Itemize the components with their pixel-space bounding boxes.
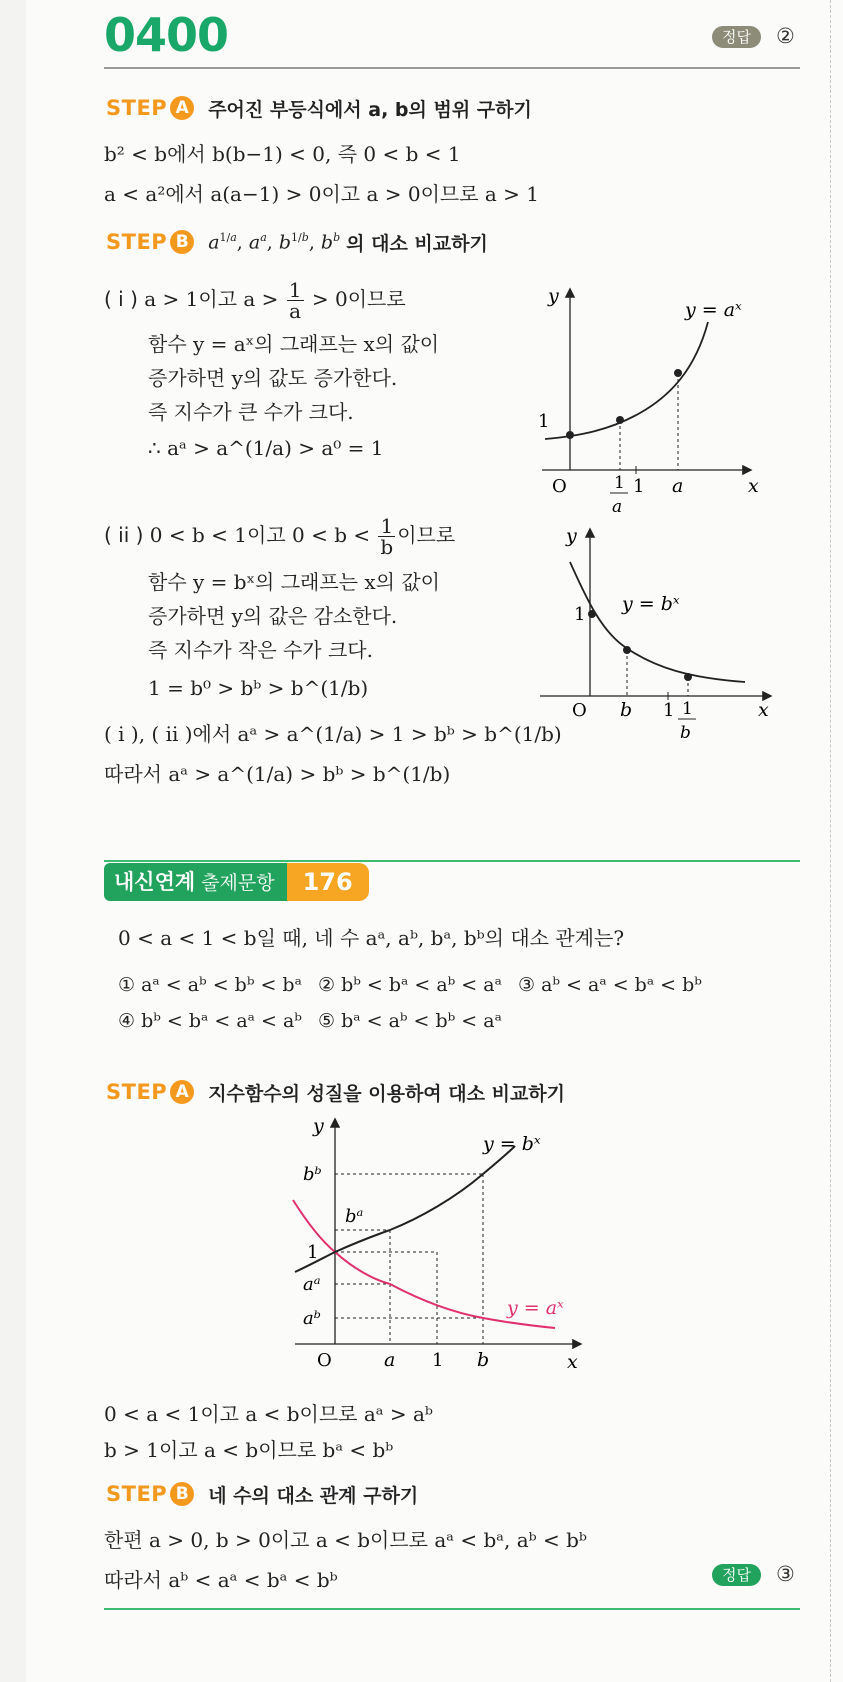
x-b-label: b [620, 699, 633, 721]
answer-badge: 정답 [712, 1564, 761, 1586]
step-label: STEP [106, 96, 168, 120]
section-title-bold: 내신연계 [114, 870, 196, 894]
answer-badge: 정답 [712, 26, 761, 48]
origin-label: O [572, 700, 587, 721]
case-ii-result: 1 = b⁰ > bᵇ > b^(1/b) [148, 676, 369, 700]
page-gutter [0, 0, 26, 1682]
case-ii-condition [104, 516, 455, 557]
step-a2-line-1: 0 < a < 1이고 a < b이므로 aᵃ > aᵇ [104, 1402, 433, 1426]
conclusion-line-1: ( i ), ( ii )에서 aᵃ > a^(1/a) > 1 > bᵇ > b^(1/b) [104, 722, 562, 746]
y-one-label: 1 [307, 1242, 319, 1263]
section-number: 176 [287, 863, 369, 901]
question-text: 0 < a < 1 < b일 때, 네 수 aᵃ, aᵇ, bᵃ, bᵇ의 대소 관계는? [118, 926, 625, 950]
step-b2-line-2: 따라서 aᵇ < aᵃ < bᵃ < bᵇ [104, 1568, 338, 1592]
curve-b-label: y = bˣ [483, 1133, 541, 1155]
step-title: 네 수의 대소 관계 구하기 [208, 1484, 419, 1507]
fraction-numerator: 1 [380, 514, 394, 538]
y-axis-label: y [548, 285, 559, 307]
step-letter-badge: B [170, 230, 194, 254]
case-i-condition [104, 280, 406, 321]
case-i-text-1: 함수 y = aˣ의 그래프는 x의 값이 [148, 332, 440, 356]
point-0-1 [566, 431, 574, 439]
origin-label: O [552, 476, 567, 497]
fraction-1-over-a [287, 280, 304, 321]
answer-value: ② [776, 24, 795, 48]
x-one-label: 1 [663, 700, 675, 721]
page-edge-line [830, 0, 832, 1682]
step-title: 지수함수의 성질을 이용하여 대소 비교하기 [208, 1082, 566, 1105]
curve-a-label: y = aˣ [507, 1297, 564, 1319]
y-axis-label: y [566, 525, 577, 547]
graph-b-decreasing [530, 520, 780, 750]
choice-5: ⑤ bᵃ < aᵇ < bᵇ < aᵃ [318, 1010, 502, 1032]
fraction-numerator: 1 [288, 278, 302, 302]
case-i-result: ∴ aᵃ > a^(1/a) > a⁰ = 1 [148, 436, 384, 460]
fraction-denominator: b [380, 535, 394, 559]
step-a2-line-2: b > 1이고 a < b이므로 bᵃ < bᵇ [104, 1438, 394, 1462]
case-ii-cond-tail: 이므로 [397, 523, 456, 547]
graph-a-increasing [530, 280, 770, 517]
case-i-text-3: 즉 지수가 큰 수가 크다. [148, 400, 354, 424]
problem-number: 0400 [104, 8, 229, 62]
step-letter-badge: A [170, 96, 194, 120]
x-one-label: 1 [432, 1350, 444, 1371]
step-b2-heading [106, 1480, 418, 1508]
choice-3: ③ aᵇ < aᵃ < bᵃ < bᵇ [518, 974, 702, 996]
section-heading [104, 863, 369, 901]
curve-label: y = bˣ [622, 593, 680, 615]
fraction-denominator: a [289, 299, 302, 323]
section-title-rest: 출제문항 [201, 872, 275, 894]
step-a2-heading [106, 1078, 565, 1106]
step-b2-line-1: 한편 a > 0, b > 0이고 a < b이므로 aᵃ < bᵃ, aᵇ < bᵇ [104, 1528, 587, 1552]
choice-2: ② bᵇ < bᵃ < aᵇ < aᵃ [318, 974, 502, 996]
choice-1: ① aᵃ < aᵇ < bᵇ < bᵃ [118, 974, 302, 996]
footer-rule [104, 1608, 800, 1610]
case-marker: ( i ) [104, 287, 138, 311]
step-label: STEP [106, 230, 168, 254]
case-ii-text-2: 증가하면 y의 값은 감소한다. [148, 604, 398, 628]
step-letter-badge: B [170, 1482, 194, 1506]
case-ii-text-1: 함수 y = bˣ의 그래프는 x의 값이 [148, 570, 440, 594]
case-marker: ( ii ) [104, 523, 144, 547]
fraction-1-over-b [378, 516, 395, 557]
section-rule [104, 860, 800, 862]
y-ba-label: bᵃ [345, 1206, 364, 1227]
conclusion-line-2: 따라서 aᵃ > a^(1/a) > bᵇ > b^(1/b) [104, 762, 451, 786]
x-inv-a-num: 1 [614, 473, 625, 493]
x-a-label: a [672, 475, 684, 497]
x-one-label: 1 [633, 476, 645, 497]
origin-label: O [317, 1350, 332, 1371]
step-b-heading [106, 228, 488, 256]
y-bb-label: bᵇ [303, 1164, 322, 1185]
answer-value: ③ [776, 1562, 795, 1586]
case-ii-cond: 0 < b < 1이고 0 < b < [149, 523, 377, 547]
curve-label: y = aˣ [685, 299, 742, 321]
point-0-1 [588, 610, 596, 618]
curve-b-pow-x [295, 1146, 515, 1272]
step-a-heading [106, 94, 532, 122]
step-title: 주어진 부등식에서 a, b의 범위 구하기 [208, 98, 532, 121]
step-a-line-1: b² < b에서 b(b−1) < 0, 즉 0 < b < 1 [104, 142, 461, 166]
x-axis-label: x [748, 475, 759, 497]
x-b-label: b [477, 1349, 490, 1371]
header-rule [104, 67, 800, 69]
step-label: STEP [106, 1482, 168, 1506]
y-one-label: 1 [574, 604, 586, 625]
x-axis-label: x [567, 1351, 578, 1373]
y-one-label: 1 [538, 411, 550, 432]
y-ab-label: aᵇ [303, 1308, 321, 1329]
y-aa-label: aᵃ [303, 1274, 321, 1295]
x-inv-b-num: 1 [682, 699, 693, 719]
x-axis-label: x [758, 699, 769, 721]
case-ii-text-3: 즉 지수가 작은 수가 크다. [148, 638, 373, 662]
y-axis-label: y [313, 1115, 324, 1137]
graph-compare [285, 1112, 595, 1372]
choice-4: ④ bᵇ < bᵃ < aᵃ < aᵇ [118, 1010, 302, 1032]
x-a-label: a [384, 1349, 396, 1371]
case-i-text-2: 증가하면 y의 값도 증가한다. [148, 366, 398, 390]
step-a-line-2: a < a²에서 a(a−1) > 0이고 a > 0이므로 a > 1 [104, 182, 540, 206]
x-inv-b-den: b [680, 723, 691, 743]
step-letter-badge: A [170, 1080, 194, 1104]
case-i-cond: a > 1이고 a > [144, 287, 285, 311]
section-title-box [104, 863, 287, 901]
step-label: STEP [106, 1080, 168, 1104]
curve-b-pow-x [570, 562, 745, 682]
x-inv-a-den: a [612, 497, 623, 517]
step-title: 의 대소 비교하기 [346, 232, 488, 255]
step-b-expressions: $a^{1/a}$, $a^a$, $b^{1/b}$, $b^b$ [208, 230, 341, 254]
case-i-cond-tail: > 0이므로 [305, 287, 406, 311]
